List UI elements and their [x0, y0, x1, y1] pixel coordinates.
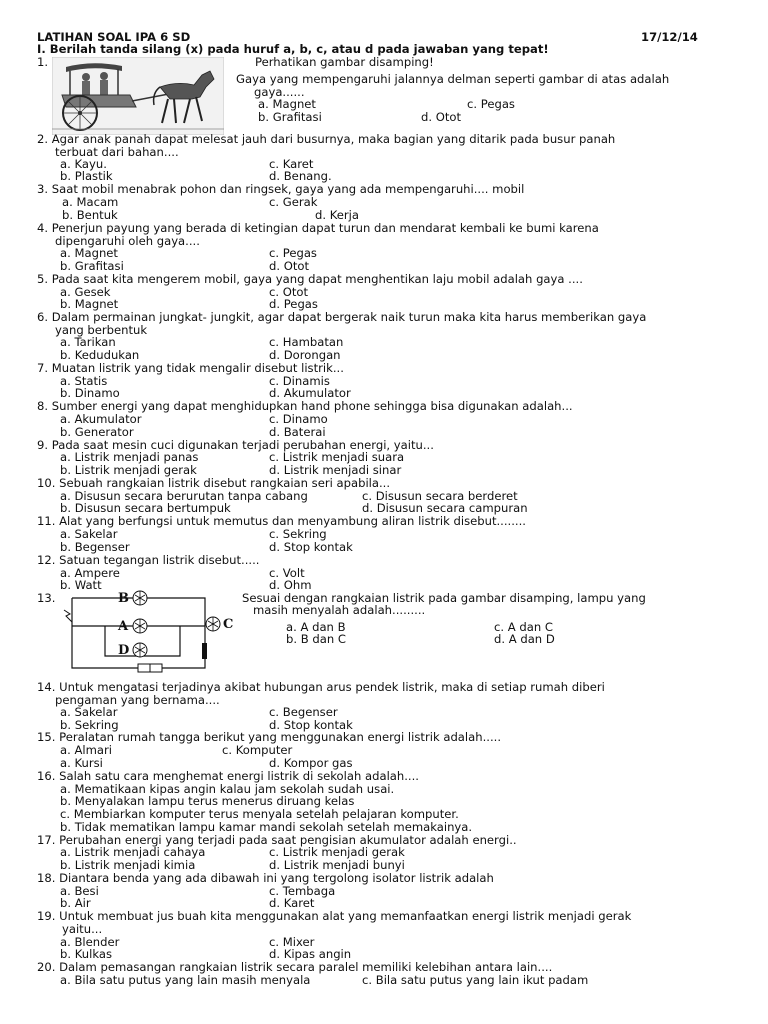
- question-19-text-cont: yaitu...: [62, 922, 103, 936]
- question-6-text: 6. Dalam permainan jungkat- jungkit, agar dapat bergerak naik turun maka kita harus memberikan gaya: [37, 310, 647, 324]
- question-8-option-d[interactable]: d. Baterai: [269, 425, 326, 439]
- question-4-option-a[interactable]: a. Magnet: [60, 246, 118, 260]
- question-6-option-a[interactable]: a. Tarikan: [60, 335, 116, 349]
- question-18-option-b[interactable]: b. Air: [60, 896, 91, 910]
- question-18-text: 18. Diantara benda yang ada dibawah ini yang tergolong isolator listrik adalah: [37, 871, 494, 885]
- question-9-option-c[interactable]: c. Listrik menjadi suara: [269, 450, 405, 464]
- question-7-text: 7. Muatan listrik yang tidak mengalir disebut listrik...: [37, 361, 344, 375]
- question-12-option-a[interactable]: a. Ampere: [60, 566, 120, 580]
- question-17-option-b[interactable]: b. Listrik menjadi kimia: [60, 858, 196, 872]
- question-7-option-b[interactable]: b. Dinamo: [60, 386, 120, 400]
- circuit-lamp-b-label: B: [118, 591, 129, 606]
- question-1-text-cont: gaya......: [254, 85, 305, 99]
- question-11-option-c[interactable]: c. Sekring: [269, 527, 327, 541]
- question-16-option-c[interactable]: c. Membiarkan komputer terus menyala setelah pelajaran komputer.: [60, 807, 459, 821]
- question-1-text: Gaya yang mempengaruhi jalannya delman seperti gambar di atas adalah: [236, 72, 670, 86]
- circuit-lamp-c-label: C: [223, 617, 234, 632]
- question-1-number: 1.: [37, 55, 49, 69]
- question-13-option-a[interactable]: a. A dan B: [286, 620, 346, 634]
- question-1-note: Perhatikan gambar disamping!: [255, 55, 434, 69]
- question-10-option-c[interactable]: c. Disusun secara berderet: [362, 489, 518, 503]
- question-14-option-d[interactable]: d. Stop kontak: [269, 718, 353, 732]
- question-7-option-a[interactable]: a. Statis: [60, 374, 108, 388]
- delman-carriage-image: [52, 57, 224, 135]
- question-3-option-b[interactable]: b. Bentuk: [62, 208, 118, 222]
- question-7-option-c[interactable]: c. Dinamis: [269, 374, 330, 388]
- question-10-text: 10. Sebuah rangkaian listrik disebut rangkaian seri apabila...: [37, 476, 391, 490]
- question-9-option-b[interactable]: b. Listrik menjadi gerak: [60, 463, 197, 477]
- question-12-option-b[interactable]: b. Watt: [60, 578, 102, 592]
- question-6-option-b[interactable]: b. Kedudukan: [60, 348, 140, 362]
- question-1-option-c[interactable]: c. Pegas: [467, 97, 515, 111]
- question-2-option-a[interactable]: a. Kayu.: [60, 157, 107, 171]
- question-8-option-b[interactable]: b. Generator: [60, 425, 134, 439]
- question-18-option-c[interactable]: c. Tembaga: [269, 884, 336, 898]
- question-15-option-d[interactable]: d. Kompor gas: [269, 756, 353, 770]
- worksheet-date: 17/12/14: [641, 30, 698, 44]
- question-2-text-cont: terbuat dari bahan....: [55, 145, 179, 159]
- question-11-option-b[interactable]: b. Begenser: [60, 540, 130, 554]
- question-2-option-c[interactable]: c. Karet: [269, 157, 314, 171]
- question-12-text: 12. Satuan tegangan listrik disebut.....: [37, 553, 260, 567]
- question-3-text: 3. Saat mobil menabrak pohon dan ringsek, gaya yang ada mempengaruhi.... mobil: [37, 182, 525, 196]
- question-20-option-c[interactable]: c. Bila satu putus yang lain ikut padam: [362, 973, 589, 987]
- question-13-text: Sesuai dengan rangkaian listrik pada gambar disamping, lampu yang: [242, 591, 646, 605]
- question-17-text: 17. Perubahan energi yang terjadi pada saat pengisian akumulator adalah energi..: [37, 833, 517, 847]
- question-19-text: 19. Untuk membuat jus buah kita menggunakan alat yang memanfaatkan energi listrik menjadi gerak: [37, 909, 632, 923]
- question-3-option-a[interactable]: a. Macam: [62, 195, 119, 209]
- question-13-option-c[interactable]: c. A dan C: [494, 620, 553, 634]
- question-10-option-b[interactable]: b. Disusun secara bertumpuk: [60, 501, 231, 515]
- question-17-option-d[interactable]: d. Listrik menjadi bunyi: [269, 858, 405, 872]
- question-16-option-d[interactable]: b. Tidak mematikan lampu kamar mandi sekolah setelah memakainya.: [60, 820, 473, 834]
- question-13-option-d[interactable]: d. A dan D: [494, 632, 555, 646]
- question-16-option-a[interactable]: a. Mematikaan kipas angin kalau jam sekolah sudah usai.: [60, 782, 395, 796]
- question-6-option-c[interactable]: c. Hambatan: [269, 335, 344, 349]
- question-4-option-b[interactable]: b. Grafitasi: [60, 259, 124, 273]
- question-1-option-d[interactable]: d. Otot: [421, 110, 462, 124]
- circuit-lamp-a-label: A: [118, 619, 129, 634]
- question-5-option-a[interactable]: a. Gesek: [60, 285, 111, 299]
- question-12-option-c[interactable]: c. Volt: [269, 566, 305, 580]
- question-2-option-b[interactable]: b. Plastik: [60, 169, 113, 183]
- question-16-option-b[interactable]: b. Menyalakan lampu terus menerus diruang kelas: [60, 794, 355, 808]
- circuit-diagram: [60, 588, 245, 680]
- question-12-option-d[interactable]: d. Ohm: [269, 578, 312, 592]
- question-13-text-cont: masih menyalah adalah.........: [253, 603, 426, 617]
- question-6-option-d[interactable]: d. Dorongan: [269, 348, 341, 362]
- question-19-option-a[interactable]: a. Blender: [60, 935, 120, 949]
- question-5-text: 5. Pada saat kita mengerem mobil, gaya yang dapat menghentikan laju mobil adalah gaya ....: [37, 272, 583, 286]
- question-9-option-a[interactable]: a. Listrik menjadi panas: [60, 450, 199, 464]
- question-16-text: 16. Salah satu cara menghemat energi listrik di sekolah adalah....: [37, 769, 419, 783]
- question-10-option-d[interactable]: d. Disusun secara campuran: [362, 501, 528, 515]
- instruction-line: I. Berilah tanda silang (x) pada huruf a, b, c, atau d pada jawaban yang tepat!: [37, 42, 549, 56]
- question-2-text: 2. Agar anak panah dapat melesat jauh dari busurnya, maka bagian yang ditarik pada busur panah: [37, 132, 616, 146]
- question-15-option-c[interactable]: c. Komputer: [222, 743, 293, 757]
- question-14-option-b[interactable]: b. Sekring: [60, 718, 119, 732]
- question-2-option-d[interactable]: d. Benang.: [269, 169, 332, 183]
- question-11-text: 11. Alat yang berfungsi untuk memutus dan menyambung aliran listrik disebut........: [37, 514, 526, 528]
- question-13-number: 13.: [37, 591, 56, 605]
- question-15-text: 15. Peralatan rumah tangga berikut yang menggunakan energi listrik adalah.....: [37, 730, 502, 744]
- question-8-option-c[interactable]: c. Dinamo: [269, 412, 328, 426]
- question-13-option-b[interactable]: b. B dan C: [286, 632, 346, 646]
- question-18-option-d[interactable]: d. Karet: [269, 896, 315, 910]
- question-19-option-d[interactable]: d. Kipas angin: [269, 947, 352, 961]
- question-15-option-b[interactable]: a. Kursi: [60, 756, 103, 770]
- question-14-text-cont: pengaman yang bernama....: [55, 693, 220, 707]
- question-5-option-c[interactable]: c. Otot: [269, 285, 309, 299]
- question-7-option-d[interactable]: d. Akumulator: [269, 386, 351, 400]
- question-6-text-cont: yang berbentuk: [55, 323, 148, 337]
- question-4-option-d[interactable]: d. Otot: [269, 259, 310, 273]
- question-8-option-a[interactable]: a. Akumulator: [60, 412, 142, 426]
- question-5-option-b[interactable]: b. Magnet: [60, 297, 119, 311]
- question-20-option-a[interactable]: a. Bila satu putus yang lain masih menyala: [60, 973, 311, 987]
- question-18-option-a[interactable]: a. Besi: [60, 884, 99, 898]
- question-14-text: 14. Untuk mengatasi terjadinya akibat hubungan arus pendek listrik, maka di setiap rumah diberi: [37, 680, 605, 694]
- question-3-option-c[interactable]: c. Gerak: [269, 195, 318, 209]
- question-19-option-b[interactable]: b. Kulkas: [60, 947, 112, 961]
- question-8-text: 8. Sumber energi yang dapat menghidupkan hand phone sehingga bisa digunakan adalah...: [37, 399, 573, 413]
- question-3-option-d[interactable]: d. Kerja: [315, 208, 359, 222]
- question-10-option-a[interactable]: a. Disusun secara berurutan tanpa cabang: [60, 489, 308, 503]
- question-15-option-a[interactable]: a. Almari: [60, 743, 113, 757]
- question-9-option-d[interactable]: d. Listrik menjadi sinar: [269, 463, 402, 477]
- question-4-text-cont: dipengaruhi oleh gaya....: [55, 234, 200, 248]
- question-17-option-a[interactable]: a. Listrik menjadi cahaya: [60, 845, 206, 859]
- question-5-option-d[interactable]: d. Pegas: [269, 297, 318, 311]
- question-1-option-b[interactable]: b. Grafitasi: [258, 110, 322, 124]
- worksheet-title: LATIHAN SOAL IPA 6 SD: [37, 30, 191, 44]
- question-9-text: 9. Pada saat mesin cuci digunakan terjadi perubahan energi, yaitu...: [37, 438, 434, 452]
- question-19-option-c[interactable]: c. Mixer: [269, 935, 315, 949]
- question-14-option-c[interactable]: c. Begenser: [269, 705, 338, 719]
- question-4-option-c[interactable]: c. Pegas: [269, 246, 317, 260]
- question-4-text: 4. Penerjun payung yang berada di ketingian dapat turun dan mendarat kembali ke bumi karena: [37, 221, 599, 235]
- question-14-option-a[interactable]: a. Sakelar: [60, 705, 118, 719]
- circuit-lamp-d-label: D: [118, 643, 130, 658]
- question-11-option-d[interactable]: d. Stop kontak: [269, 540, 353, 554]
- question-20-text: 20. Dalam pemasangan rangkaian listrik secara paralel memiliki kelebihan antara lain....: [37, 960, 553, 974]
- question-1-option-a[interactable]: a. Magnet: [258, 97, 316, 111]
- question-11-option-a[interactable]: a. Sakelar: [60, 527, 118, 541]
- question-17-option-c[interactable]: c. Listrik menjadi gerak: [269, 845, 405, 859]
